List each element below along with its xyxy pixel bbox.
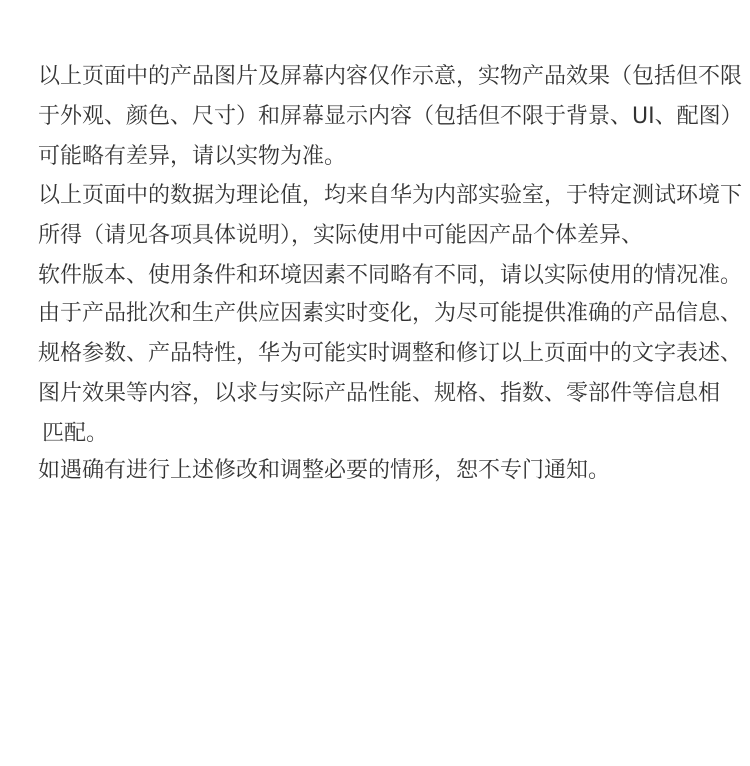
text-line: 规格参数、产品特性，华为可能实时调整和修订以上页面中的文字表述、	[38, 341, 743, 366]
disclaimer-paragraph-3	[38, 294, 742, 454]
text-line: 可能略有差异，请以实物为准。	[38, 144, 347, 169]
text-line: 所得（请见各项具体说明），实际使用中可能因产品个体差异、	[38, 223, 644, 248]
text-line: 由于产品批次和生产供应因素实时变化，为尽可能提供准确的产品信息、	[38, 301, 743, 326]
disclaimer-paragraph-1	[38, 57, 743, 177]
text-line: 以上页面中的产品图片及屏幕内容仅作示意，实物产品效果（包括但不限	[38, 64, 743, 89]
disclaimer-paragraph-4	[38, 451, 610, 491]
disclaimer-paragraph-2	[38, 176, 742, 296]
text-line: 如遇确有进行上述修改和调整必要的情形，恕不专门通知。	[38, 458, 611, 483]
text-line: 以上页面中的数据为理论值，均来自华为内部实验室，于特定测试环境下	[38, 183, 743, 208]
text-line: 于外观、颜色、尺寸）和屏幕显示内容（包括但不限于背景、UI、配图）	[38, 104, 743, 129]
text-line: 软件版本、使用条件和环境因素不同略有不同，请以实际使用的情况准。	[38, 263, 743, 288]
text-line: 图片效果等内容，以求与实际产品性能、规格、指数、零部件等信息相	[38, 381, 721, 406]
text-line: 匹配。	[42, 421, 109, 446]
